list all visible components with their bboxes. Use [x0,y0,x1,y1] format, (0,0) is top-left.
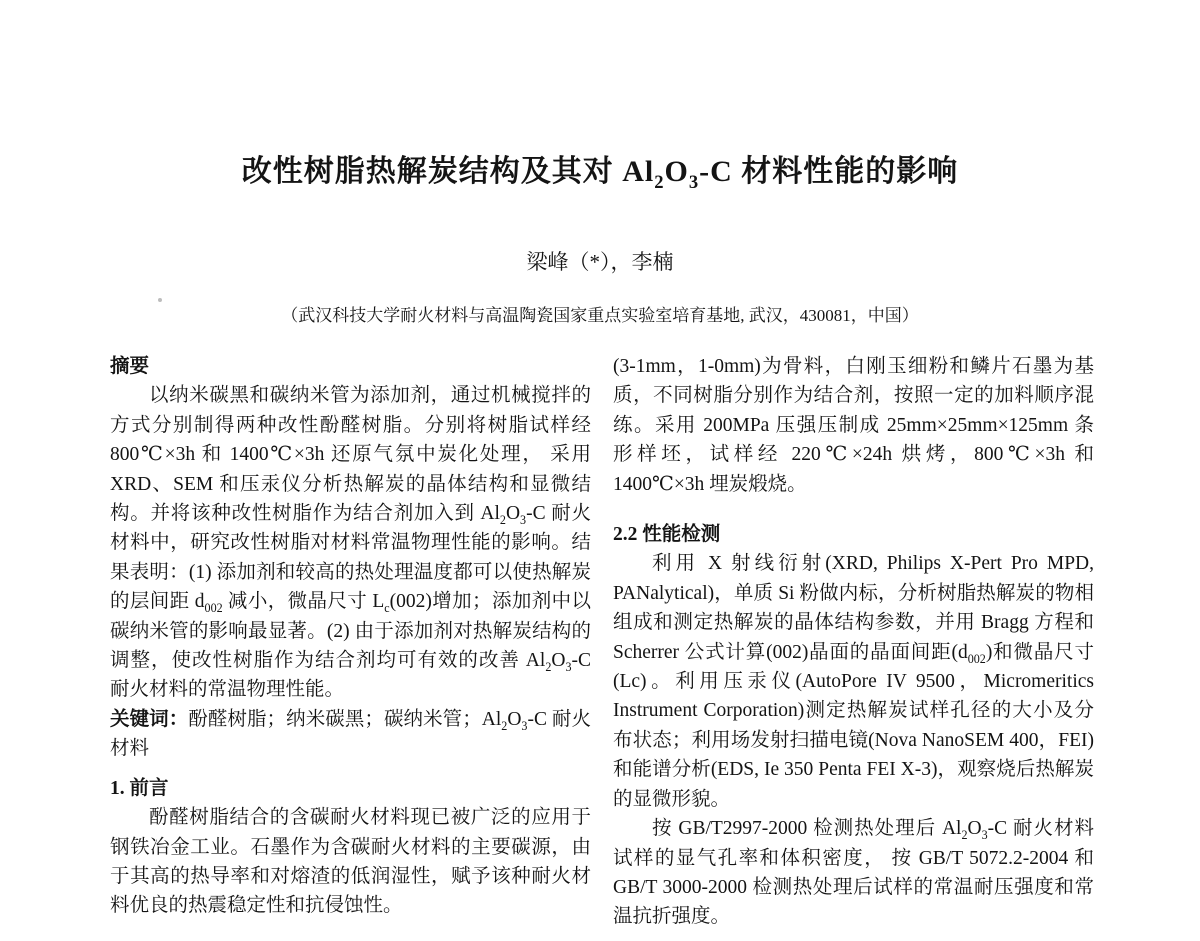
keywords-line [110,705,591,764]
section-heading-intro: 1. 前言 [110,777,169,799]
affiliation-line: （武汉科技大学耐火材料与高温陶瓷国家重点实验室培育基地, 武汉，430081，中国） [281,306,919,325]
column-left [110,352,591,932]
page-title: 改性树脂热解炭结构及其对 $Al_2O_3-C$ 材料性能的影响 [241,155,959,193]
authors-line: 梁峰（*），李楠 [526,250,674,274]
performance-paragraph-1: 利用 X 射线衍射(XRD, Philips X-Pert Pro MPD, PANalytical)，单质 Si 粉做内标，分析树脂热解炭的物相组成和测定热解炭的晶体结构参数，并用 Bragg 方程和 Scherrer 公式计算(002)晶面的晶面间距$(d_{002})$和微晶尺寸(Lc)。利用压汞仪(AutoPore IV 9500，Micromeritics Instrument Corporation)测定热解炭试样孔径的大小及分布状态；利用场发射扫描电镜(Nova NanoSEM 400，FEI)和能谱分析(EDS, Ie 350 Penta FEI X-3)，观察烧后热解炭的显微形貌。 [613,553,1094,810]
keywords-text: 酚醛树脂；纳米碳黑；碳纳米管；$Al_2O_3-C$ 耐火材料 [110,708,591,760]
intro-paragraph: 酚醛树脂结合的含碳耐火材料现已被广泛的应用于钢铁冶金工业。石墨作为含碳耐火材料的主要碳源，由于其高的热导率和对熔渣的低润湿性，赋予该种耐火材料优良的热震稳定性和抗侵蚀性。 [110,807,591,917]
section-heading-performance: 2.2 性能检测 [613,524,721,546]
keywords-label: 关键词： [110,708,189,730]
abstract-heading: 摘要 [110,356,150,377]
abstract-paragraph: 以纳米碳黑和碳纳米管为添加剂，通过机械搅拌的方式分别制得两种改性酚醛树脂。分别将树脂试样经 800℃×3h 和 1400℃×3h 还原气氛中炭化处理， 采用 XRD、SEM 和压汞仪分析热解炭的晶体结构和显微结构。并将该种改性树脂作为结合剂加入到 $Al_2O_3-C$ 耐火材料中，研究改性树脂对材料常温物理性能的影响。结果表明：(1) 添加剂和较高的热处理温度都可以使热解炭的层间距 $d_{002}$ 减小，微晶尺寸 $L_c(002)$增加；添加剂中以碳纳米管的影响最显著。(2) 由于添加剂对热解炭结构的调整，使改性树脂作为结合剂均可有效的改善 $Al_2O_3-C$ 耐火材料的常温物理性能。 [110,385,591,701]
continued-paragraph: (3-1mm，1-0mm)为骨料，白刚玉细粉和鳞片石墨为基质，不同树脂分别作为结合剂，按照一定的加料顺序混练。采用 200MPa 压强压制成 25mm×25mm×125mm 条形样坯，试样经 220℃×24h 烘烤，800℃×3h 和 1400℃×3h 埋炭煅烧。 [613,356,1094,495]
two-column-body [110,352,1094,932]
performance-paragraph-2: 按 GB/T2997-2000 检测热处理后 $Al_2O_3-C$ 耐火材料试样的显气孔率和体积密度， 按 GB/T 5072.2-2004 和 GB/T 3000-2000 检测热处理后试样的常温耐压强度和常温抗折强度。 [613,818,1094,928]
column-right [613,352,1094,932]
